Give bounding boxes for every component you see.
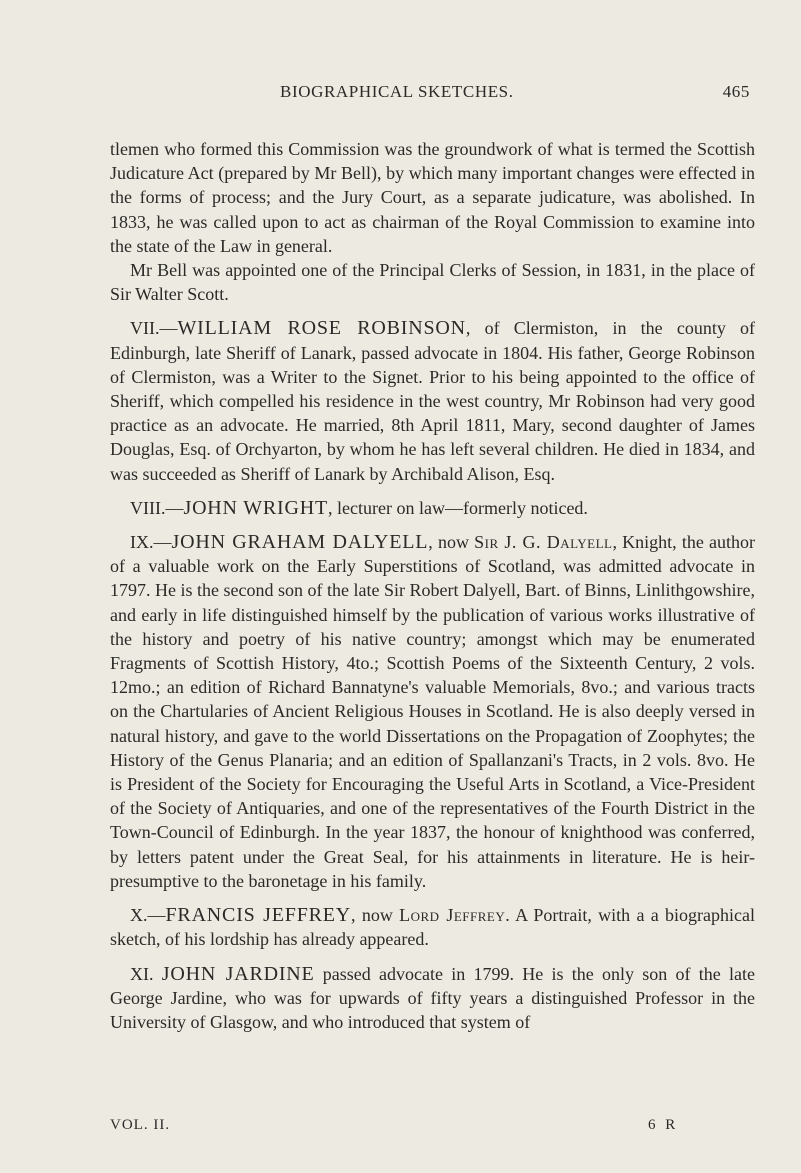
volume-label: VOL. II. [110, 1117, 171, 1133]
entry-xi-name: JOHN JARDINE [161, 962, 315, 985]
entry-ix-name: JOHN GRAHAM DALYELL [171, 531, 429, 554]
entry-vii-name: WILLIAM ROSE ROBINSON [177, 317, 466, 340]
entry-vii-text: , of Clermiston, in the county of Edinburgh, late Sheriff of Lanark, passed advocate in 1804. His father, George Robinson of Clermiston, was a Writer to the Signet. Prior to his being appointed to the office of Sheriff, which compelled his residence in the west country, Mr Robinson had very good practice as an advocate. He married, 8th April 1811, Mary, second daughter of James Douglas, Esq. of Orchyarton, by whom he has left several children. He died in 1834, and was succeeded as Sheriff of Lanark by Archibald Alison, Esq. [110, 318, 755, 484]
paragraph-bell-appointment: Mr Bell was appointed one of the Principal Clerks of Session, in 1831, in the place of Sir Walter Scott. [110, 260, 755, 305]
page-number: 465 [722, 82, 750, 101]
paragraph-continuation: tlemen who formed this Commission was the groundwork of what is termed the Scottish Judicature Act (prepared by Mr Bell), by which many important changes were effected in the forms of process; and the Jury Court, as a separate judicature, was abolished. In 1833, he was called upon to act as chairman of the Royal Commission to examine into the state of the Law in general. [110, 139, 755, 256]
entry-x-pre: , now [351, 905, 400, 926]
entry-ix-title: Sir J. G. Dalyell [474, 532, 613, 553]
entry-viii-text: , lecturer on law—formerly noticed. [328, 497, 588, 518]
running-head-title: BIOGRAPHICAL SKETCHES. [280, 82, 514, 101]
entry-xi-text: passed advocate in 1799. He is the only son of the late George Jardine, who was for upwards of fifty years a distinguished Professor in the University of Glasgow, and who introduced that system of [110, 963, 755, 1032]
entry-vii [110, 316, 755, 485]
signature-mark: 6 R [648, 1117, 679, 1133]
entry-ix-pre: , now [428, 532, 475, 553]
entry-x-title: Lord Jeffrey [399, 905, 506, 926]
entry-viii-number: VIII.— [130, 497, 184, 518]
entry-viii-name: JOHN WRIGHT [183, 496, 329, 519]
page-footer [110, 1117, 755, 1139]
entry-viii [110, 496, 755, 520]
entry-ix [110, 530, 755, 893]
entry-x [110, 903, 755, 951]
entry-xi-number: XI. [130, 963, 162, 984]
entry-vii-number: VII.— [130, 318, 178, 339]
entry-ix-number: IX.— [130, 532, 172, 553]
body-text [110, 137, 755, 1034]
entry-x-name: FRANCIS JEFFREY [165, 904, 352, 927]
entry-ix-text: , Knight, the author of a valuable work on the Early Superstitions of Scotland, was admitted advocate in 1797. He is the second son of the late Sir Robert Dalyell, Bart. of Binns, Linlithgowshire, and early in life distinguished himself by the publication of various works illustrative of the history and poetry of his native country; amongst which may be enumerated Fragments of Scottish History, 4to.; Scottish Poems of the Sixteenth Century, 2 vols. 12mo.; an edition of Richard Bannatyne's valuable Memorials, 8vo.; and various tracts on the Chartularies of Ancient Religious Houses in Scotland. He is also deeply versed in natural history, and gave to the world Dissertations on the Propagation of Zoophytes; the History of the Genus Planaria; and an edition of Spallanzani's Tracts, in 2 vols. 8vo. He is President of the Society for Encouraging the Useful Arts in Scotland, a Vice-President of the Society of Antiquaries, and one of the representatives of the Fourth District in the Town-Council of Edinburgh. In the year 1837, the honour of knighthood was conferred, by letters patent under the Great Seal, for his attainments in literature. He is heir-presumptive to the baronetage in his family. [110, 532, 755, 891]
entry-x-number: X.— [130, 905, 166, 926]
entry-x-text: . A Portrait, with a a biographical sketch, of his lordship has already appeared. [110, 905, 755, 950]
entry-xi [110, 962, 755, 1035]
running-head [110, 82, 750, 106]
